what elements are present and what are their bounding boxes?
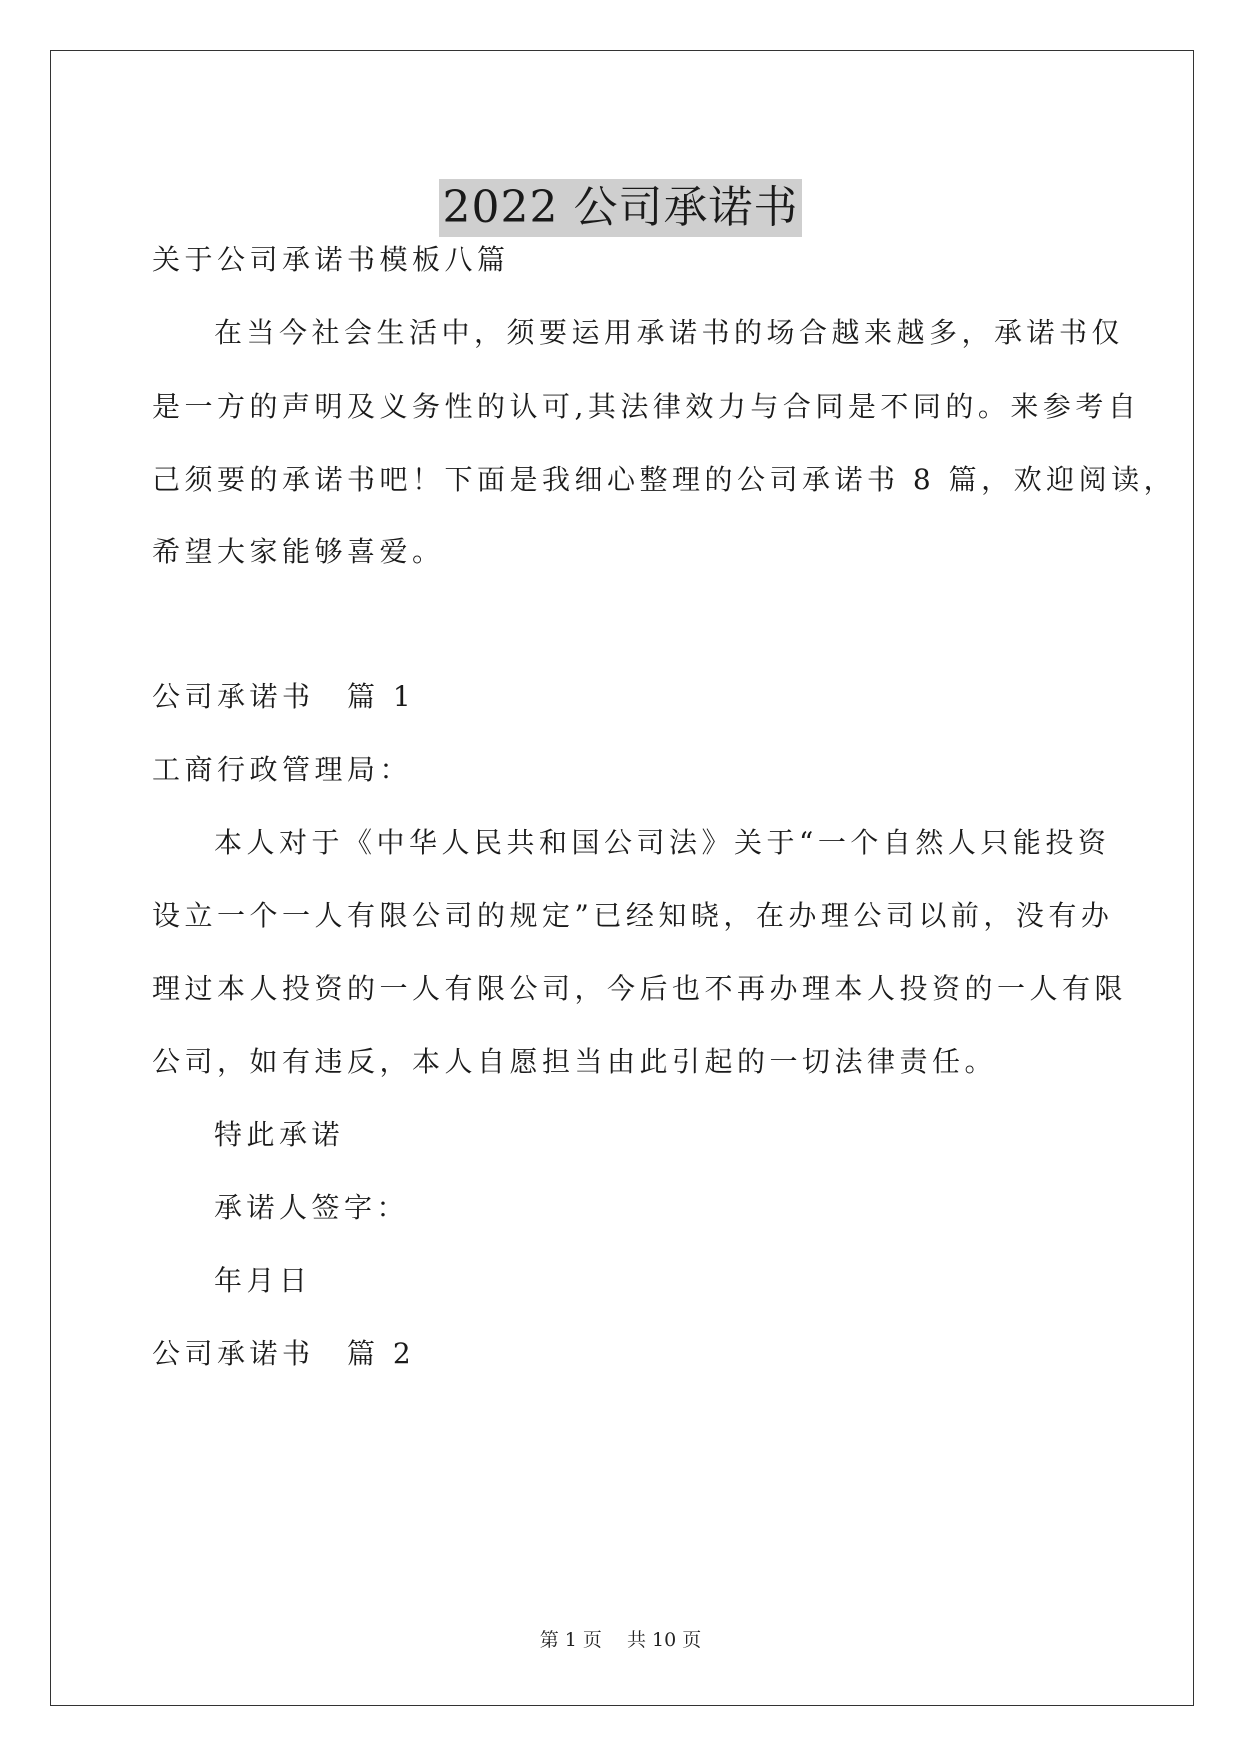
section-1-body-line-4: 公司，如有违反，本人自愿担当由此引起的一切法律责任。	[152, 1045, 998, 1078]
page-footer: 第 1 页 共 10 页	[539, 1629, 702, 1651]
section-1-heading: 公司承诺书 篇 1	[152, 680, 416, 713]
intro-line-2: 是一方的声明及义务性的认可,其法律效力与合同是不同的。来参考自	[152, 390, 1141, 423]
section-1-body-line-1: 本人对于《中华人民共和国公司法》关于“一个自然人只能投资	[214, 826, 1111, 859]
section-1-body-line-2: 设立一个一人有限公司的规定”已经知晓，在办理公司以前，没有办	[152, 899, 1114, 932]
intro-line-4: 希望大家能够喜爱。	[152, 535, 445, 568]
intro-line-3: 己须要的承诺书吧！下面是我细心整理的公司承诺书 8 篇，欢迎阅读，	[152, 463, 1177, 496]
section-1-body-line-3: 理过本人投资的一人有限公司，今后也不再办理本人投资的一人有限	[152, 972, 1128, 1005]
page-border	[50, 50, 1194, 1706]
section-1-date: 年月日	[214, 1264, 312, 1297]
section-1-signature: 承诺人签字：	[214, 1191, 410, 1224]
document-title: 2022 公司承诺书	[439, 179, 803, 237]
section-1-closing: 特此承诺	[214, 1118, 345, 1151]
section-2-heading: 公司承诺书 篇 2	[152, 1337, 416, 1370]
intro-line-1: 在当今社会生活中，须要运用承诺书的场合越来越多，承诺书仅	[214, 316, 1125, 349]
section-1-addressee: 工商行政管理局：	[152, 753, 413, 786]
document-subtitle: 关于公司承诺书模板八篇	[152, 243, 510, 276]
